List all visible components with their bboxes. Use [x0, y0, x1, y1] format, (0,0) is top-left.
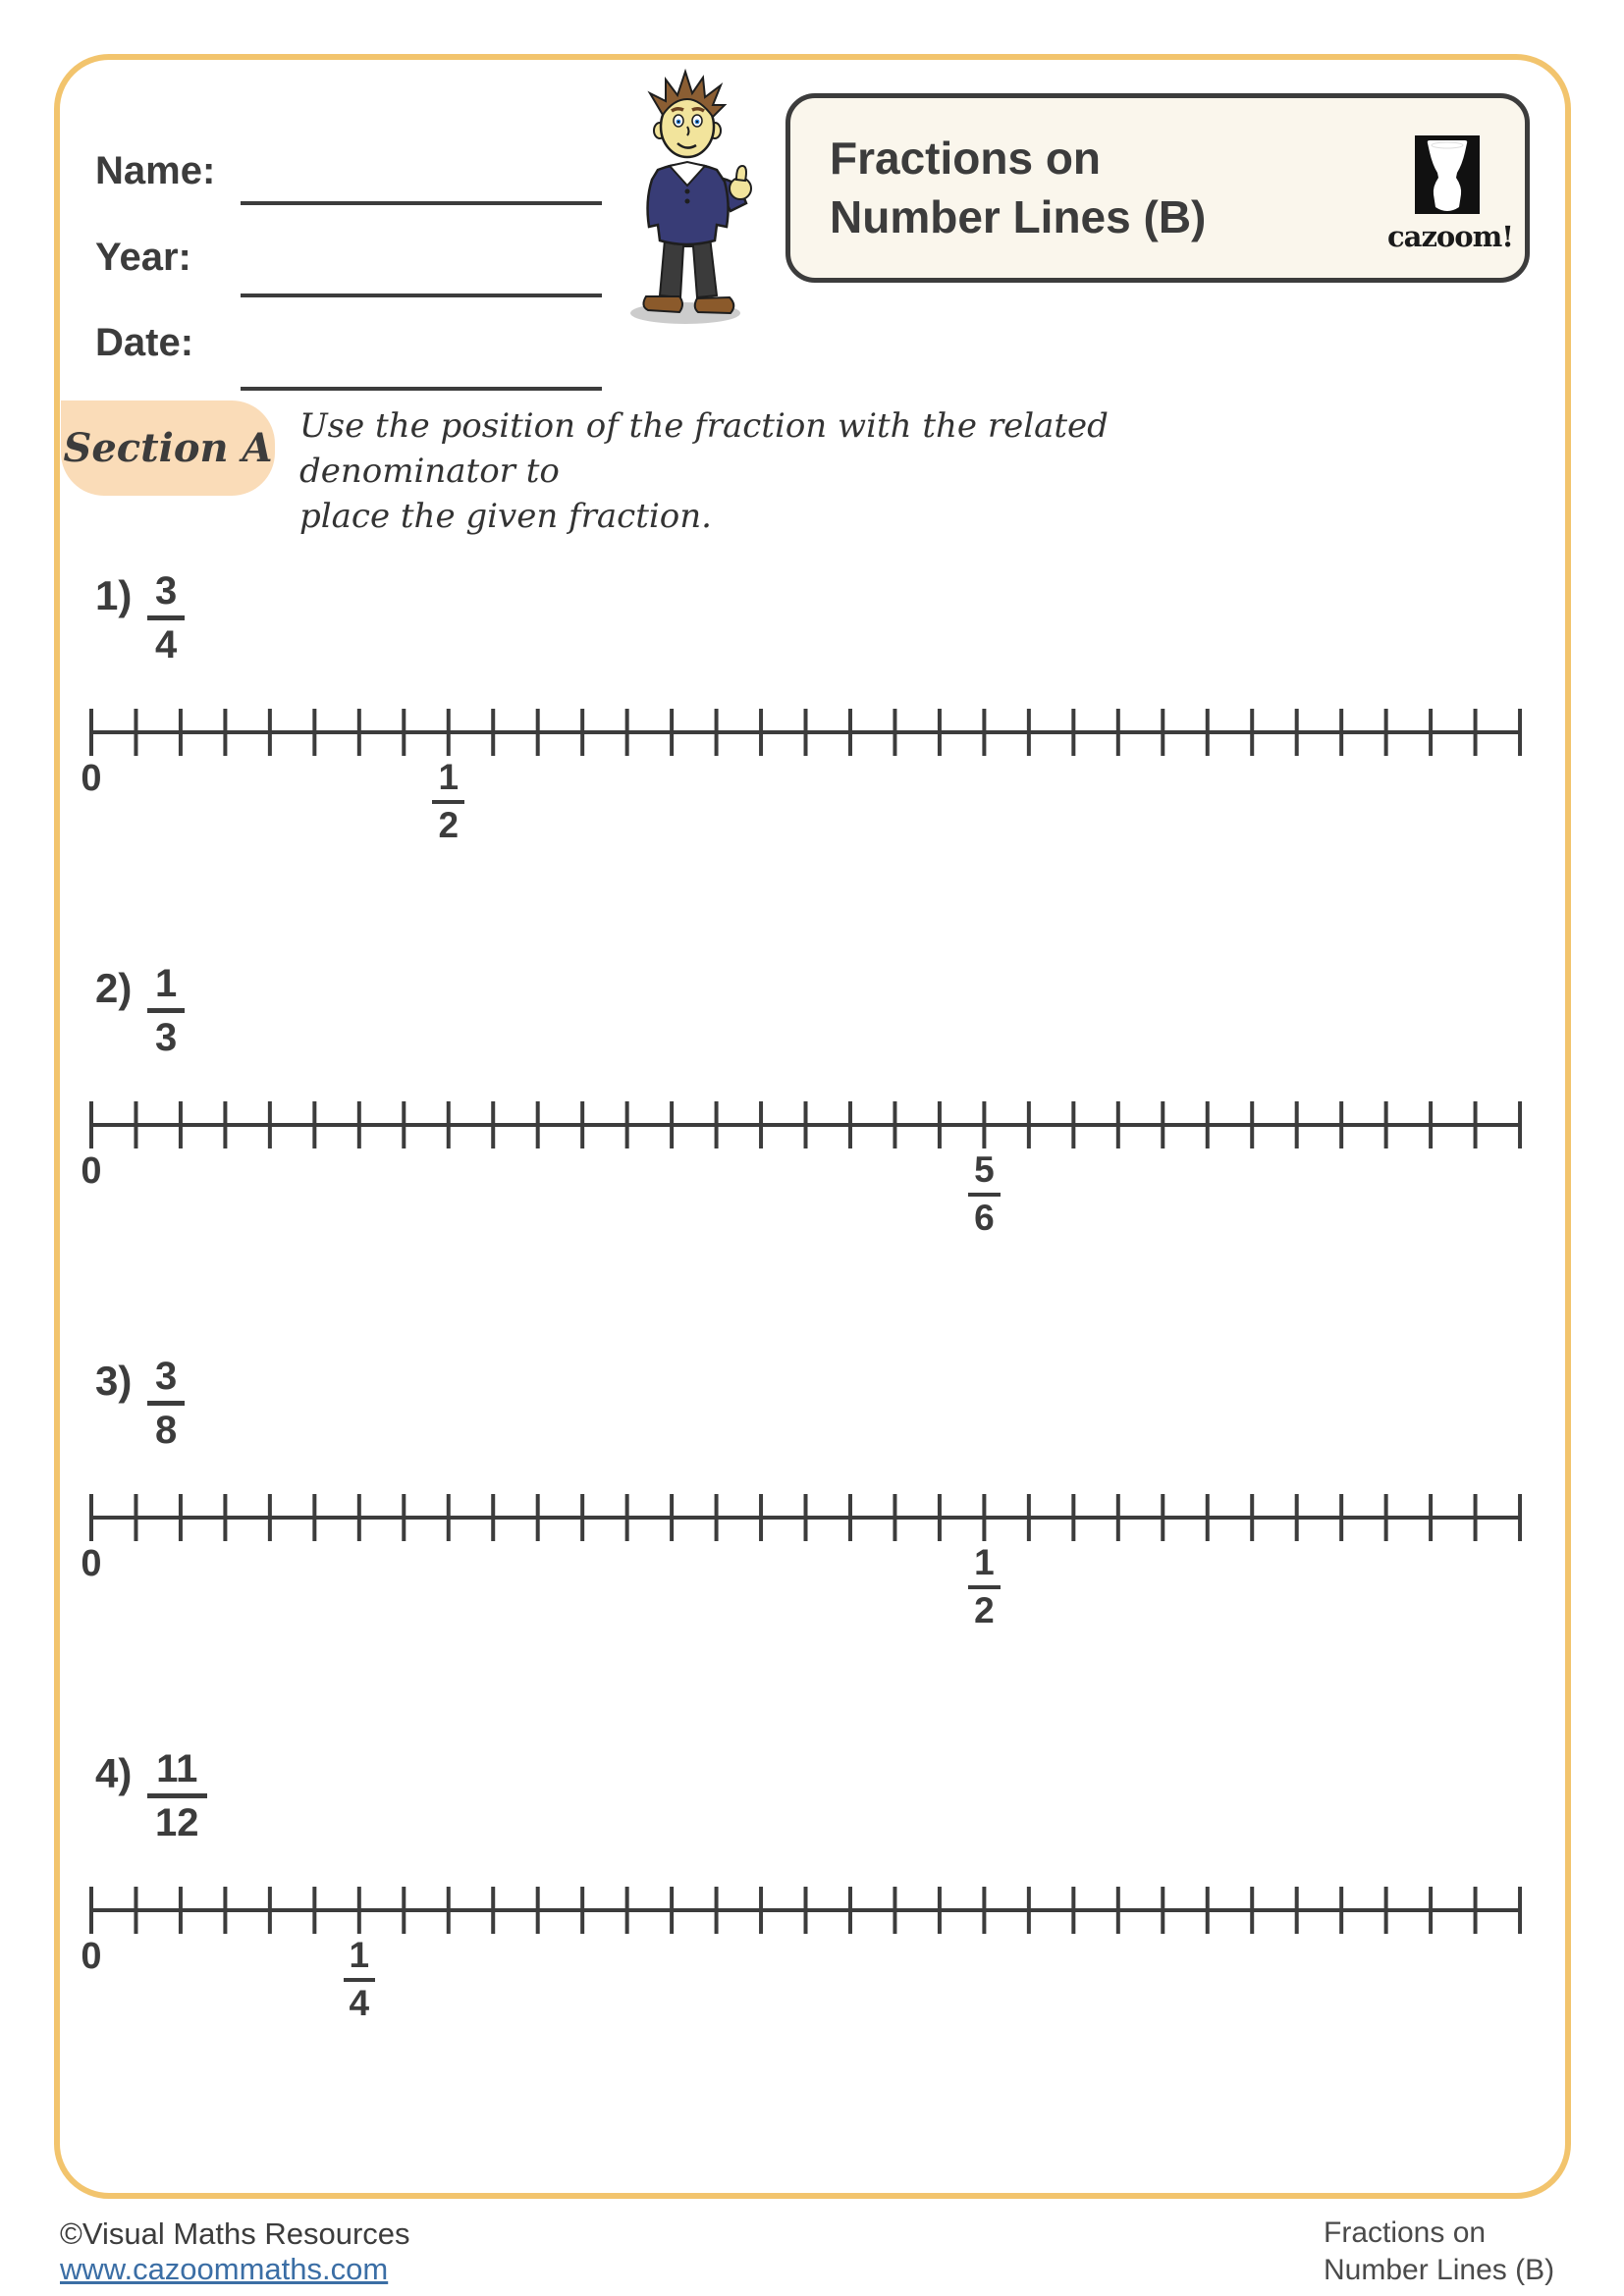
marked-fraction-denominator: 6	[974, 1197, 995, 1238]
problem-4-number-line	[0, 1877, 1624, 2039]
date-label: Date:	[95, 321, 194, 364]
problem-2-number-line	[0, 1092, 1624, 1254]
problem-3-fraction-denominator: 8	[155, 1409, 178, 1452]
footer-website-link[interactable]: www.cazoommaths.com	[60, 2252, 389, 2286]
problem-1-fraction-denominator: 4	[155, 623, 178, 667]
number-line-zero-label: 0	[81, 1543, 102, 1584]
problem-3-fraction-numerator: 3	[147, 1355, 185, 1406]
instruction-line1: Use the position of the fraction with the related denominator to	[299, 406, 1109, 491]
student-character-illustration	[587, 54, 788, 334]
problem-2-fraction-numerator: 1	[147, 962, 185, 1013]
section-a-label: Section A	[63, 425, 273, 471]
footer-doc-title-line2: Number Lines (B)	[1324, 2253, 1555, 2286]
footer-doc-title-line1: Fractions on	[1324, 2216, 1487, 2249]
number-line-zero-label: 0	[81, 1150, 102, 1192]
year-label: Year:	[95, 236, 191, 279]
footer-doc-title	[1324, 2215, 1554, 2288]
number-line-ticks	[87, 1099, 1526, 1150]
problem-2-given-fraction	[147, 962, 185, 1059]
cazoom-drum-icon	[1415, 135, 1480, 214]
instruction-line2: place the given fraction.	[299, 496, 712, 536]
problem-3-number: 3)	[95, 1358, 133, 1404]
number-line-ticks	[87, 707, 1526, 758]
problem-4-given-fraction	[147, 1747, 207, 1844]
problem-1-fraction-numerator: 3	[147, 569, 185, 620]
marked-fraction-denominator: 2	[438, 804, 460, 845]
title-box	[785, 93, 1530, 283]
problem-3-number-line	[0, 1484, 1624, 1646]
cazoom-logo	[1387, 135, 1514, 253]
number-line-zero-label: 0	[81, 758, 102, 799]
marked-fraction-numerator: 1	[344, 1936, 376, 1982]
problem-4-fraction-denominator: 12	[155, 1801, 199, 1844]
problem-4-fraction-numerator: 11	[147, 1747, 207, 1798]
marked-fraction-denominator: 4	[349, 1982, 370, 2023]
problem-2-number: 2)	[95, 965, 133, 1011]
year-input-line[interactable]	[241, 294, 602, 297]
number-line-marked-fraction	[940, 1150, 1028, 1238]
problem-1-number-line	[0, 699, 1624, 861]
number-line-marked-fraction	[315, 1936, 404, 2023]
worksheet-title	[830, 130, 1206, 247]
marked-fraction-numerator: 1	[432, 758, 464, 804]
number-line-marked-fraction	[940, 1543, 1028, 1630]
marked-fraction-numerator: 1	[968, 1543, 1001, 1589]
number-line-ticks	[87, 1885, 1526, 1936]
problem-4-number: 4)	[95, 1750, 133, 1796]
footer-copyright: ©Visual Maths Resources	[60, 2216, 410, 2251]
problem-3-given-fraction	[147, 1355, 185, 1452]
number-line-marked-fraction	[405, 758, 493, 845]
number-line-zero-label: 0	[81, 1936, 102, 1977]
date-input-line[interactable]	[241, 387, 602, 391]
marked-fraction-denominator: 2	[974, 1589, 995, 1630]
cazoom-logo-text: cazoom!	[1387, 220, 1514, 253]
problem-1-number: 1)	[95, 572, 133, 618]
number-line-ticks	[87, 1492, 1526, 1543]
worksheet-title-line2: Number Lines (B)	[830, 190, 1207, 242]
problem-2-fraction-denominator: 3	[155, 1016, 178, 1059]
problem-1-given-fraction	[147, 569, 185, 667]
name-label: Name:	[95, 149, 216, 192]
worksheet-title-line1: Fractions on	[830, 133, 1102, 184]
section-a-instructions	[299, 404, 1281, 540]
section-a-badge	[61, 400, 275, 496]
name-input-line[interactable]	[241, 201, 602, 205]
marked-fraction-numerator: 5	[968, 1150, 1001, 1197]
